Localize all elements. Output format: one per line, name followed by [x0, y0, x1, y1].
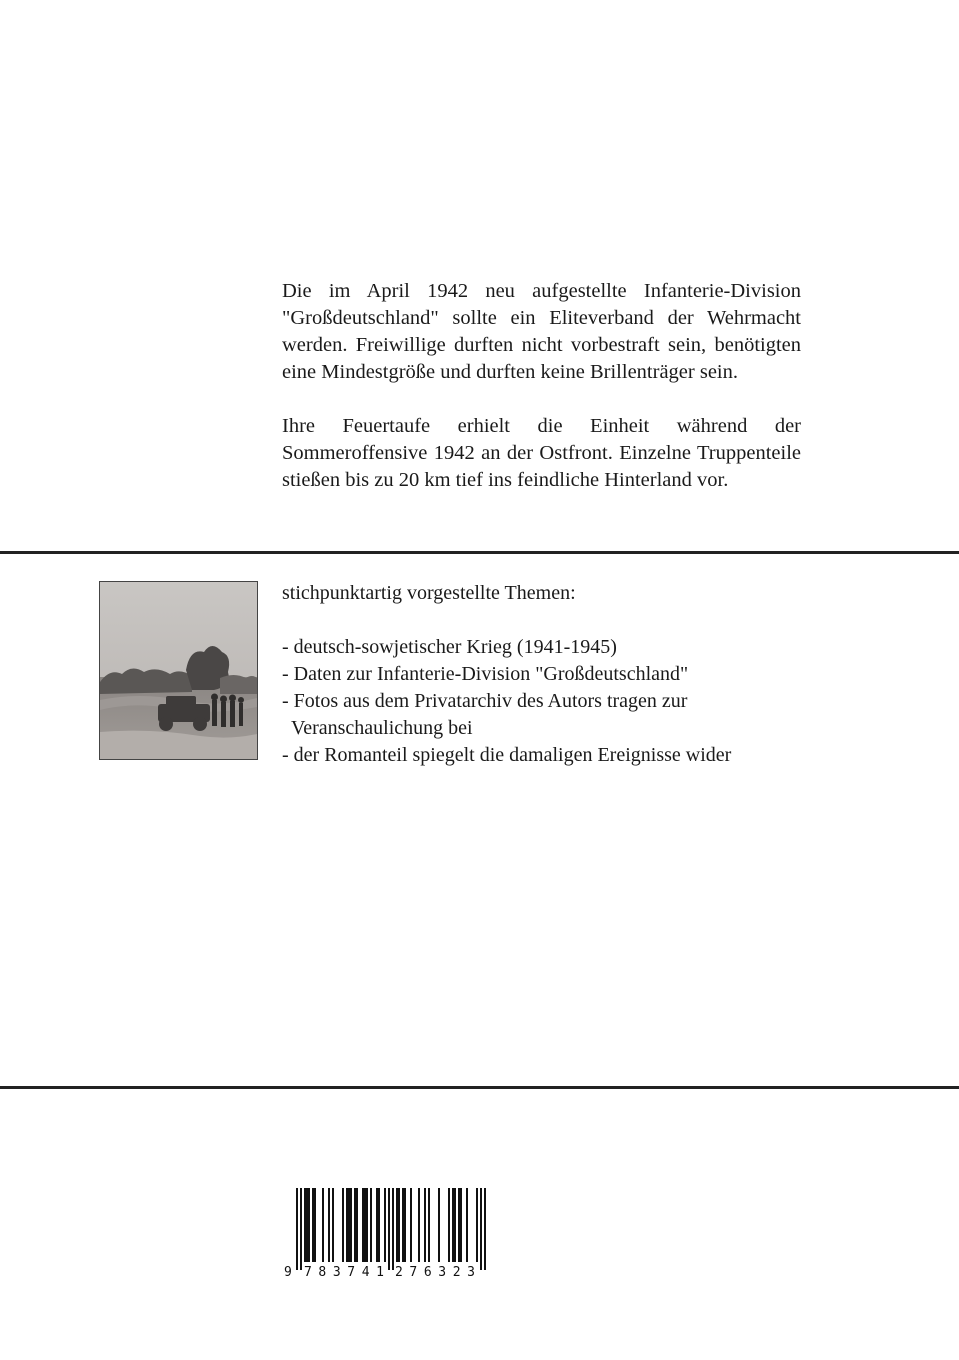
barcode-bar — [332, 1188, 334, 1262]
barcode-bar — [388, 1188, 390, 1270]
blurb-paragraph-1: Die im April 1942 neu aufgestellte Infanterie-Division "Großdeutschland" sollte ein Eliteverband der Wehrmacht werden. Freiwillige durften nicht vorbestraft sein, benötigten eine Mindestgröße und durften keine Brillenträger sein. — [282, 280, 801, 383]
topic-line: - Fotos aus dem Privatarchiv des Autors tragen zur — [282, 690, 688, 712]
topics-section — [282, 580, 842, 769]
barcode-bar — [308, 1188, 310, 1262]
blurb-paragraph-2: Ihre Feuertaufe erhielt die Einheit während der Sommeroffensive 1942 an der Ostfront. Einzelne Truppenteile stießen bis zu 20 km tief ins feindliche Hinterland vor. — [282, 415, 801, 491]
barcode-bar — [392, 1188, 394, 1270]
back-cover-blurb — [282, 278, 801, 521]
barcode-bar — [362, 1188, 364, 1262]
list-item — [282, 742, 842, 769]
barcode-bar — [348, 1188, 350, 1262]
barcode-bar — [306, 1188, 308, 1262]
barcode-bar — [460, 1188, 462, 1262]
barcode-graphic — [282, 1186, 488, 1278]
barcode-bars — [296, 1188, 486, 1270]
barcode-bar — [304, 1188, 306, 1262]
barcode-bar — [452, 1188, 454, 1262]
barcode-bar — [438, 1188, 440, 1262]
barcode-bar — [356, 1188, 358, 1262]
barcode-bar — [484, 1188, 486, 1270]
barcode-bar — [314, 1188, 316, 1262]
barcode-bar — [428, 1188, 430, 1262]
barcode-bar — [300, 1188, 302, 1270]
barcode-bar — [466, 1188, 468, 1262]
barcode-bar — [296, 1188, 298, 1270]
barcode-bar — [342, 1188, 344, 1262]
isbn-barcode — [282, 1186, 488, 1278]
barcode-bar — [396, 1188, 398, 1262]
barcode-bar — [402, 1188, 404, 1262]
barcode-bar — [476, 1188, 478, 1262]
barcode-bar — [364, 1188, 366, 1262]
barcode-bar — [448, 1188, 450, 1262]
top-divider — [0, 551, 959, 554]
barcode-bar — [458, 1188, 460, 1262]
bottom-divider — [0, 1086, 959, 1089]
barcode-bar — [312, 1188, 314, 1262]
photo-illustration — [100, 582, 257, 759]
barcode-bar — [350, 1188, 352, 1262]
barcode-bar — [424, 1188, 426, 1262]
barcode-left-digits: 783741 — [304, 1265, 384, 1278]
list-item — [282, 634, 842, 661]
topics-heading: stichpunktartig vorgestellte Themen: — [282, 582, 576, 604]
barcode-bar — [454, 1188, 456, 1262]
barcode-bar — [418, 1188, 420, 1262]
topic-line-continuation: Veranschaulichung bei — [291, 717, 473, 739]
barcode-bar — [410, 1188, 412, 1262]
barcode-bar — [370, 1188, 372, 1262]
barcode-bar — [376, 1188, 378, 1262]
barcode-bar — [384, 1188, 386, 1262]
barcode-bar — [346, 1188, 348, 1262]
barcode-bar — [322, 1188, 324, 1262]
barcode-bar — [378, 1188, 380, 1262]
barcode-bar — [328, 1188, 330, 1262]
topic-line: - Daten zur Infanterie-Division "Großdeutschland" — [282, 663, 689, 685]
barcode-right-digits: 276323 — [395, 1265, 475, 1278]
list-item — [282, 661, 842, 688]
barcode-bar — [480, 1188, 482, 1270]
topic-line: - der Romanteil spiegelt die damaligen Ereignisse wider — [282, 744, 732, 766]
barcode-bar — [366, 1188, 368, 1262]
barcode-bar — [404, 1188, 406, 1262]
archive-photo — [99, 581, 258, 760]
barcode-first-digit: 9 — [284, 1265, 292, 1278]
list-item — [282, 688, 842, 742]
barcode-bar — [398, 1188, 400, 1262]
topic-line: - deutsch-sowjetischer Krieg (1941-1945) — [282, 636, 617, 658]
barcode-bar — [354, 1188, 356, 1262]
topics-list — [282, 634, 842, 769]
